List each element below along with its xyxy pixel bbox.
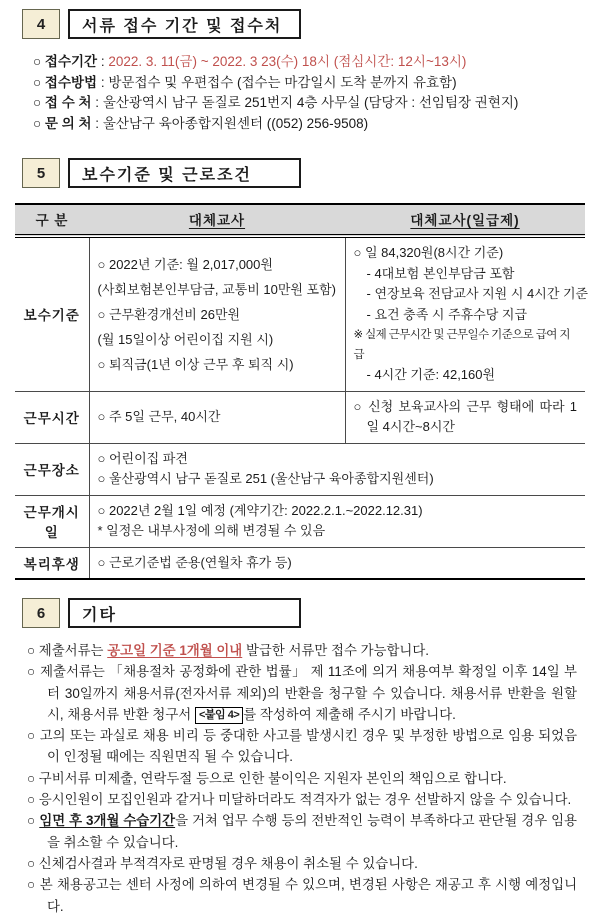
circle-bullet-icon: ○ <box>33 115 42 131</box>
item-value: 울산남구 육아종합지원센터 ((052) 256-9508) <box>102 115 369 131</box>
item-value: 2022. 3. 11(금) ~ 2022. 3 23(수) 18시 (점심시간: 12시~13시) <box>108 54 467 69</box>
section-5-title: 보수기준 및 근로조건 <box>68 158 301 188</box>
section-5-number-badge: 5 <box>22 158 60 188</box>
cell-line: * 일정은 내부사정에 의해 변경될 수 있음 <box>97 523 326 538</box>
circle-bullet-icon: ○ <box>33 74 42 90</box>
column-header-substitute-teacher: 대체교사 <box>89 204 345 236</box>
table-row-pay <box>15 236 585 391</box>
table-header-row <box>15 204 585 236</box>
row-label: 복리후생 <box>15 547 89 579</box>
hours-weekly-cell <box>89 391 345 443</box>
note-probation-period <box>27 810 577 853</box>
workplace-cell <box>89 443 585 495</box>
section-4-title: 서류 접수 기간 및 접수처 <box>68 9 301 39</box>
item-separator: : <box>91 95 103 110</box>
row-label: 보수기준 <box>15 236 89 391</box>
item-label: 접수기간 <box>44 54 98 69</box>
cell-line: ○ 주 5일 근무, 40시간 <box>97 408 221 424</box>
probation-emphasis-text: 임면 후 3개월 수습기간 <box>39 813 176 829</box>
cell-line: ○ 근로기준법 준용(연월차 휴가 등) <box>97 554 292 570</box>
cell-line: - 4시간 기준: 42,160원 <box>366 367 496 382</box>
cell-line: ○ 근무환경개선비 26만원 <box>97 306 241 322</box>
cell-line: - 요건 충족 시 주휴수당 지급 <box>366 306 528 322</box>
cell-line: ○ 신청 보육교사의 근무 형태에 따라 1일 4시간~8시간 <box>353 398 577 434</box>
reception-method-item <box>33 73 600 94</box>
cell-line: ○ 울산광역시 남구 돋질로 251 (울산남구 육아종합지원센터) <box>97 471 434 486</box>
cell-line: ○ 2022년 2월 1일 예정 (계약기간: 2022.2.1.~2022.12.31) <box>97 502 423 518</box>
cell-line: (사회보험본인부담금, 교통비 10만원 포함) <box>97 281 336 297</box>
cell-line: ○ 어린이집 파견 <box>97 450 188 466</box>
highlighted-deadline-text: 공고일 기준 1개월 이내 <box>107 643 243 658</box>
table-row-workplace <box>15 443 585 495</box>
cell-line: ○ 일 84,320원(8시간 기준) <box>353 245 504 260</box>
table-row-start-date <box>15 495 585 547</box>
item-separator: : <box>97 74 109 90</box>
pay-monthly-cell <box>89 236 345 391</box>
cell-line: (월 15일이상 어린이집 지원 시) <box>97 331 274 347</box>
note-text: ○ 제출서류는 「채용절차 공정화에 관한 법률」 제 11조에 의거 채용여부 확정일 이후 14일 부터 30일까지 채용서류(전자서류 제외)의 반환을 청구할 수 있습니다. 채용서류 반환을 원할 시, 채용서류 반환 청구서 <box>27 664 577 722</box>
item-separator: : <box>97 54 109 69</box>
table-row-hours <box>15 391 585 443</box>
start-date-cell <box>89 495 585 547</box>
row-label: 근무개시일 <box>15 495 89 547</box>
attachment-4-badge: <붙임 4> <box>195 707 243 724</box>
section-4-header <box>22 9 600 39</box>
section-4-number-badge: 4 <box>22 9 60 39</box>
pay-daily-cell <box>345 236 589 391</box>
row-label: 근무시간 <box>15 391 89 443</box>
pay-and-conditions-table <box>15 203 589 580</box>
note-document-validity <box>27 640 577 661</box>
item-separator: : <box>91 115 103 131</box>
welfare-cell <box>89 547 585 579</box>
cell-line: - 4대보험 본인부담금 포함 <box>366 265 515 281</box>
cell-line: ○ 2022년 기준: 월 2,017,000원 <box>97 256 273 272</box>
note-document-return <box>27 661 577 725</box>
reception-info-list <box>33 52 600 134</box>
note-text: 을 거쳐 업무 수행 등의 전반적인 능력이 부족하다고 판단될 경우 임용 을 취소할 수 있습니다. <box>47 813 577 850</box>
item-value: 방문접수 및 우편접수 (접수는 마감일시 도착 분까지 유효함) <box>108 74 457 90</box>
item-label: 접수방법 <box>44 74 98 90</box>
note-applicant-responsibility: ○ 구비서류 미제출, 연락두절 등으로 인한 불이익은 지원자 본인의 책임으로 합니다. <box>27 770 507 786</box>
table-row-welfare <box>15 547 585 579</box>
note-text: 를 작성하여 제출해 주시기 바랍니다. <box>243 706 456 722</box>
hours-daily-cell <box>345 391 585 443</box>
circle-bullet-icon: ○ <box>33 54 42 69</box>
item-label: 문 의 처 <box>44 115 92 131</box>
note-text: ○ <box>27 813 40 829</box>
column-header-category: 구 분 <box>15 204 89 236</box>
section-5-header <box>22 158 600 188</box>
contact-item <box>33 114 600 135</box>
note-physical-exam: ○ 신체검사결과 부적격자로 판명될 경우 채용이 취소될 수 있습니다. <box>27 855 418 871</box>
section-6-number-badge: 6 <box>22 598 60 628</box>
reception-address-item <box>33 93 600 114</box>
row-label: 근무장소 <box>15 443 89 495</box>
cell-line: ○ 퇴직금(1년 이상 근무 후 퇴직 시) <box>97 356 294 372</box>
note-text: ○ 제출서류는 <box>27 643 108 658</box>
item-label: 접 수 처 <box>44 95 92 110</box>
note-text: 발급한 서류만 접수 가능합니다. <box>242 643 430 658</box>
cell-line: - 연장보육 전담교사 지원 시 4시간 기준 <box>366 286 589 301</box>
cell-note-line: ※ 실제 근무시간 및 근무일수 기준으로 급여 지급 <box>353 329 570 361</box>
note-dismissal: ○ 고의 또는 과실로 채용 비리 등 중대한 사고를 발생시킨 경우 및 부정한 방법으로 임용 되었음이 인정될 때에는 직원면직 될 수 있습니다. <box>27 728 577 765</box>
item-value: 울산광역시 남구 돋질로 251번지 4층 사무실 (담당자 : 선임팀장 권현지) <box>102 95 519 110</box>
section-6-header <box>22 598 600 628</box>
note-no-selection: ○ 응시인원이 모집인원과 같거나 미달하더라도 적격자가 없는 경우 선발하지 않을 수 있습니다. <box>27 792 572 808</box>
section-6-title: 기타 <box>68 598 301 628</box>
circle-bullet-icon: ○ <box>33 95 42 110</box>
reception-period-item <box>33 52 600 73</box>
column-header-daily-rate: 대체교사(일급제) <box>345 204 585 236</box>
misc-notes-list <box>27 640 577 917</box>
note-changes: ○ 본 채용공고는 센터 사정에 의하여 변경될 수 있으며, 변경된 사항은 재공고 후 시행 예정입니다. <box>27 877 577 914</box>
